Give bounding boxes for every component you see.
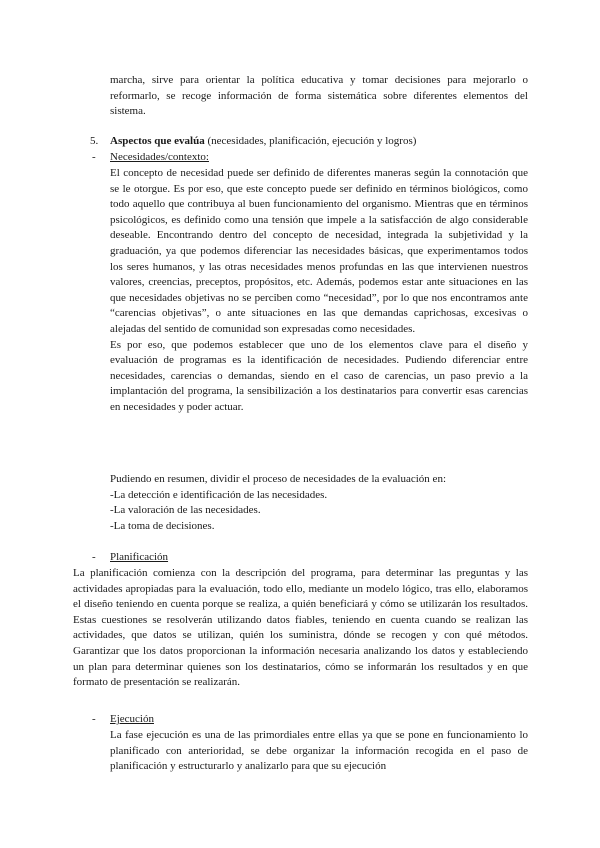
summary-intro: Pudiendo en resumen, dividir el proceso de necesidades de la evaluación en:	[110, 473, 446, 485]
summary-step: -La detección e identificación de las necesidades.	[110, 488, 328, 501]
summary-step: -La toma de decisiones.	[110, 519, 215, 532]
necesidades-paragraph-2: Es por eso, que podemos establecer que uno de los elementos clave para el diseño y evaluación de programas es la identificación de necesidades. Pudiendo diferenciar entre necesidades, carencias o demandas, siendo en el caso de carencias, un paso previo a la implantación del programa, la sensibilización a los destinatarios para convertir esas carencias en necesidades y poder actuar.	[110, 338, 528, 413]
necesidades-summary	[110, 472, 528, 534]
bullet-dash: -	[92, 551, 96, 563]
bullet-dash: -	[92, 713, 96, 725]
planificacion-paragraph: La planificación comienza con la descripción del programa, para determinar las preguntas y las actividades apropiadas para la evaluación, todo ello, mediante un modelo lógico, tras ello, elaboramos el diseño teniendo en cuenta porque se realiza, a quién beneficiará y cómo se utilizarán los resultados. Estas cuestiones se resolverán utilizando datos fiables, teniendo en cuenta cuando se realizan las actividades, que datos se utilizan, quién los suministra, dónde se recogen y con qué métodos. Garantizar que los datos proporcionan la información necesaria analizando los datos y estableciendo un plan para determinar quienes son los destinatarios, cómo se informarán los resultados y en que formato de presentación se realizarán.	[73, 567, 528, 689]
ejecucion-title: Ejecución	[110, 713, 154, 725]
planificacion-title: Planificación	[110, 551, 169, 563]
summary-step: -La valoración de las necesidades.	[110, 504, 261, 517]
necesidades-paragraph-1: El concepto de necesidad puede ser definido de diferentes maneras según la connotación que se le otorgue. Es por eso, que este concepto puede ser definido en términos biológicos, como todo aquello que contribuya al buen funcionamiento del organismo. Mientras que en términos psicológicos, es definido como una tensión que impele a la satisfacción de algo considerable deseable. Encontrando dentro del concepto de necesidad, integrada la subjetividad y la graduación, ya que podemos diferenciar las necesidades básicas, que experimentamos todos los seres humanos, y las otras necesidades menos profundas en las que intervienen nuestros valores, creencias, preceptos, propósitos, etc. Además, podemos estar ante situaciones en las que necesidades objetivas no se perciben como “necesidad”, por lo que nos encontramos ante “carencias objetivas”, o ante situaciones en las que demandas caprichosas, excesivas o alejadas del sentido de comunidad son expresadas como necesidades.	[110, 167, 528, 335]
necesidades-body	[110, 166, 528, 416]
planificacion-body	[73, 566, 528, 691]
intro-paragraph: marcha, sirve para orientar la política educativa y tomar decisiones para mejorarlo o reformarlo, se recoge información de forma sistemática sobre diferentes elementos del sistema.	[110, 74, 528, 118]
ejecucion-body	[110, 728, 528, 775]
necesidades-title: Necesidades/contexto:	[110, 151, 209, 163]
section-title: Aspectos que evalúa	[110, 135, 205, 147]
bullet-dash: -	[92, 151, 96, 163]
section-subtitle: (necesidades, planificación, ejecución y logros)	[207, 135, 417, 147]
ejecucion-paragraph: La fase ejecución es una de las primordiales entre ellas ya que se pone en funcionamiento lo planificado con anterioridad, se debe organizar la información recogida en el paso de planificación y estructurarlo y analizarlo para que su ejecución	[110, 729, 528, 773]
section-number: 5.	[90, 135, 99, 147]
